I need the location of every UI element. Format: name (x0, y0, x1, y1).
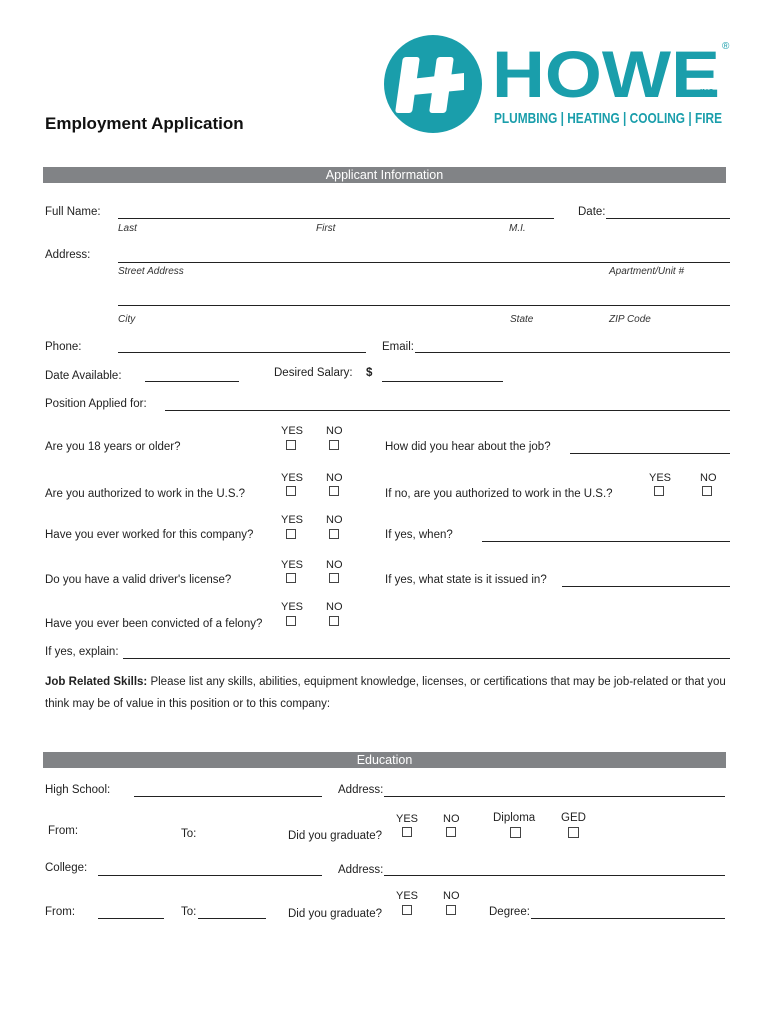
address-label: Address: (45, 249, 91, 261)
no-header: NO (326, 472, 343, 484)
yes-header: YES (396, 890, 419, 902)
hs-graduate-yes-checkbox[interactable] (402, 827, 412, 837)
authorized-if-no-question: If no, are you authorized to work in the U.S.? (385, 488, 613, 500)
college-to-label: To: (181, 906, 197, 918)
ged-checkbox[interactable] (568, 827, 579, 838)
hear-question: How did you hear about the job? (385, 441, 551, 453)
degree-field[interactable] (531, 918, 725, 919)
job-skills-label: Job Related Skills: (45, 676, 148, 688)
diploma-checkbox[interactable] (510, 827, 521, 838)
yes-header: YES (281, 601, 304, 613)
college-to-field[interactable] (198, 918, 266, 919)
street-address-caption: Street Address (118, 266, 184, 277)
yes-header: YES (281, 472, 304, 484)
high-school-field[interactable] (134, 796, 322, 797)
position-field[interactable] (165, 410, 730, 411)
age-yes-checkbox[interactable] (286, 440, 296, 450)
license-question: Do you have a valid driver's license? (45, 574, 232, 586)
worked-question: Have you ever worked for this company? (45, 529, 254, 541)
explain-field[interactable] (123, 658, 730, 659)
position-label: Position Applied for: (45, 398, 147, 410)
yes-header: YES (281, 559, 304, 571)
hs-graduate-question: Did you graduate? (288, 830, 382, 842)
college-from-label: From: (45, 906, 76, 918)
no-header: NO (326, 559, 343, 571)
hs-from-label: From: (48, 825, 79, 837)
date-field[interactable] (606, 218, 730, 219)
phone-field[interactable] (118, 352, 366, 353)
zip-caption: ZIP Code (609, 314, 651, 325)
yes-header: YES (281, 425, 304, 437)
yes-header: YES (649, 472, 672, 484)
college-graduate-question: Did you graduate? (288, 908, 382, 920)
city-state-zip-field[interactable] (118, 305, 730, 306)
job-skills-paragraph (45, 671, 730, 715)
no-header: NO (443, 813, 460, 825)
age-question: Are you 18 years or older? (45, 441, 181, 453)
high-school-address-label: Address: (338, 784, 384, 796)
no-header: NO (443, 890, 460, 902)
ged-label: GED (561, 812, 586, 824)
desired-salary-field[interactable] (382, 381, 503, 382)
section-header-education: Education (43, 752, 726, 768)
date-available-label: Date Available: (45, 370, 122, 382)
hear-field[interactable] (570, 453, 730, 454)
full-name-label: Full Name: (45, 206, 101, 218)
desired-salary-label: Desired Salary: (274, 367, 353, 379)
authorized-yes-checkbox[interactable] (286, 486, 296, 496)
authorized-question: Are you authorized to work in the U.S.? (45, 488, 246, 500)
state-field[interactable] (562, 586, 730, 587)
logo-registered: ® (722, 41, 730, 52)
authorized-if-no-no-checkbox[interactable] (702, 486, 712, 496)
yes-header: YES (281, 514, 304, 526)
college-address-label: Address: (338, 864, 384, 876)
high-school-address-field[interactable] (384, 796, 725, 797)
hs-to-label: To: (181, 828, 197, 840)
college-label: College: (45, 862, 88, 874)
license-yes-checkbox[interactable] (286, 573, 296, 583)
explain-label: If yes, explain: (45, 646, 119, 658)
middle-initial-caption: M.I. (509, 223, 526, 234)
authorized-no-checkbox[interactable] (329, 486, 339, 496)
age-no-checkbox[interactable] (329, 440, 339, 450)
no-header: NO (326, 425, 343, 437)
college-from-field[interactable] (98, 918, 164, 919)
felony-question: Have you ever been convicted of a felony? (45, 618, 263, 630)
phone-label: Phone: (45, 341, 82, 353)
felony-yes-checkbox[interactable] (286, 616, 296, 626)
email-label: Email: (382, 341, 414, 353)
felony-no-checkbox[interactable] (329, 616, 339, 626)
diploma-label: Diploma (493, 812, 536, 824)
college-field[interactable] (98, 875, 322, 876)
when-question: If yes, when? (385, 529, 453, 541)
college-address-field[interactable] (384, 875, 725, 876)
high-school-label: High School: (45, 784, 111, 796)
worked-yes-checkbox[interactable] (286, 529, 296, 539)
job-skills-text: Please list any skills, abilities, equipment knowledge, licenses, or certifications that may be job-related or that you think may be of value in this position or to this company: (45, 676, 726, 710)
full-name-field[interactable] (118, 218, 554, 219)
email-field[interactable] (415, 352, 730, 353)
city-caption: City (118, 314, 136, 325)
license-no-checkbox[interactable] (329, 573, 339, 583)
state-question: If yes, what state is it issued in? (385, 574, 547, 586)
section-header-applicant: Applicant Information (43, 167, 726, 183)
yes-header: YES (396, 813, 419, 825)
currency-symbol: $ (366, 367, 373, 379)
authorized-if-no-yes-checkbox[interactable] (654, 486, 664, 496)
logo-tagline: PLUMBING | HEATING | COOLING | FIRE (494, 110, 722, 127)
no-header: NO (326, 514, 343, 526)
when-field[interactable] (482, 541, 730, 542)
apartment-caption: Apartment/Unit # (609, 266, 685, 277)
street-address-field[interactable] (118, 262, 730, 263)
last-name-caption: Last (118, 223, 137, 234)
college-graduate-no-checkbox[interactable] (446, 905, 456, 915)
college-graduate-yes-checkbox[interactable] (402, 905, 412, 915)
worked-no-checkbox[interactable] (329, 529, 339, 539)
first-name-caption: First (316, 223, 336, 234)
degree-label: Degree: (489, 906, 530, 918)
state-caption: State (510, 314, 534, 325)
date-label: Date: (578, 206, 606, 218)
date-available-field[interactable] (145, 381, 239, 382)
company-logo (384, 35, 734, 135)
no-header: NO (326, 601, 343, 613)
hs-graduate-no-checkbox[interactable] (446, 827, 456, 837)
no-header: NO (700, 472, 717, 484)
page-title: Employment Application (45, 114, 244, 133)
logo-suffix: INC. (700, 88, 716, 97)
logo-brand: HOWE (492, 37, 720, 111)
